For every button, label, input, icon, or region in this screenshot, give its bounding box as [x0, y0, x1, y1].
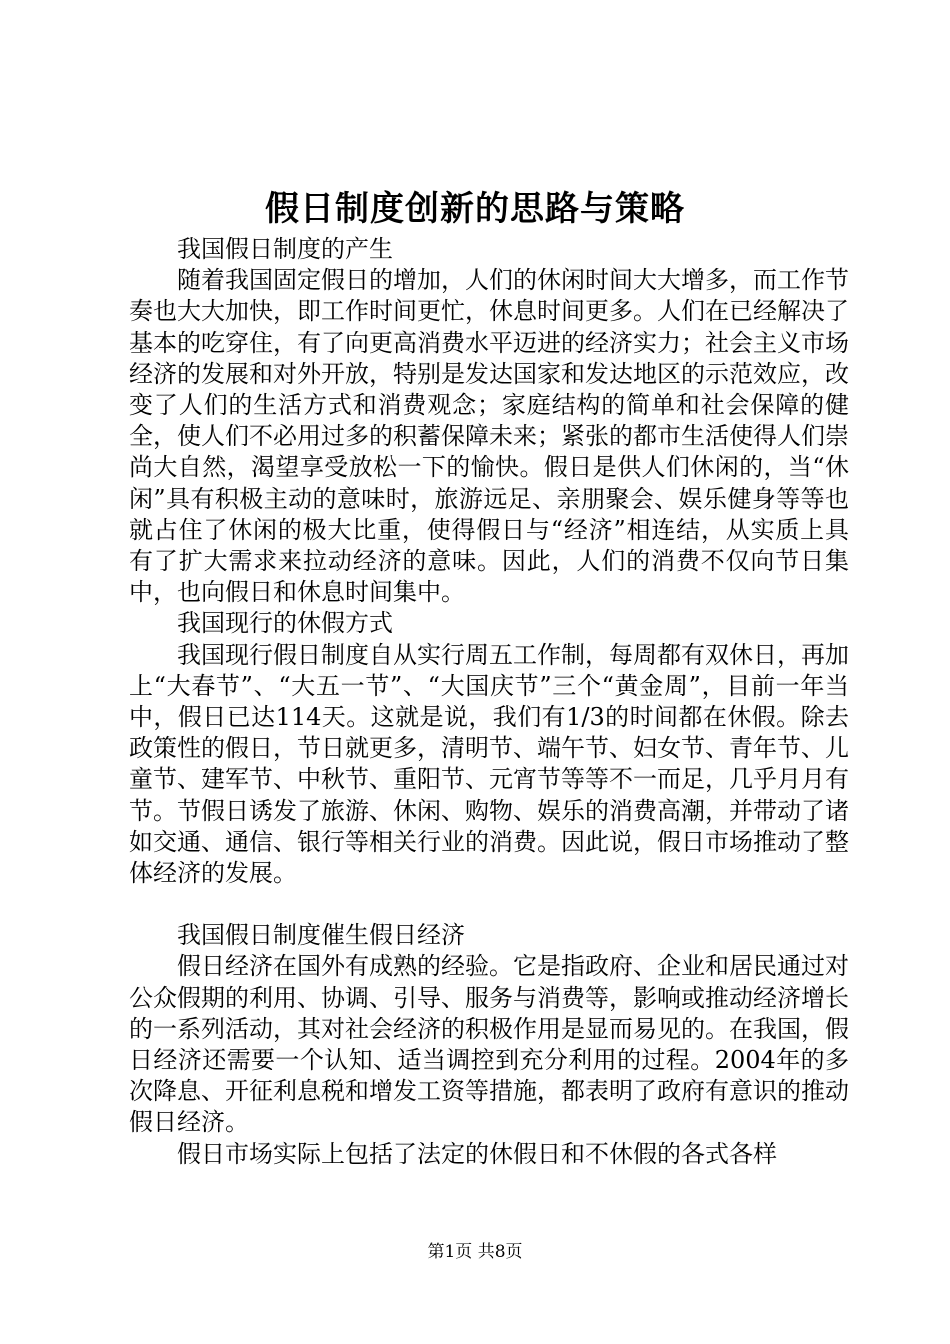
body-paragraph: 假日市场实际上包括了法定的休假日和不休假的各式各样: [177, 1139, 777, 1168]
document-body: [129, 234, 849, 1170]
document-title: 假日制度创新的思路与策略: [265, 189, 685, 229]
body-paragraph: 假日经济在国外有成熟的经验。它是指政府、企业和居民通过对公众假期的利用、协调、引导、服务与消费等，影响或推动经济增长的一系列活动，其对社会经济的积极作用是显而易见的。在我国，假日经济还需要一个认知、适当调控到充分利用的过程。2004年的多次降息、开征利息税和增发工资等措施，都表明了政府有意识的推动假日经济。: [129, 952, 849, 1137]
body-paragraph: 随着我国固定假日的增加，人们的休闲时间大大增多，而工作节奏也大大加快，即工作时间更忙，休息时间更多。人们在已经解决了基本的吃穿住，有了向更高消费水平迈进的经济实力；社会主义市场经济的发展和对外开放，特别是发达国家和发达地区的示范效应，改变了人们的生活方式和消费观念；家庭结构的简单和社会保障的健全，使人们不必用过多的积蓄保障未来；紧张的都市生活使得人们崇尚大自然，渴望享受放松一下的愉快。假日是供人们休闲的，当“休闲”具有积极主动的意味时，旅游远足、亲朋聚会、娱乐健身等等也就占住了休闲的极大比重，使得假日与“经济”相连结，从实质上具有了扩大需求来拉动经济的意味。因此，人们的消费不仅向节日集中，也向假日和休息时间集中。: [129, 266, 849, 607]
section-heading: 我国假日制度的产生: [177, 235, 393, 263]
section-heading: 我国现行的休假方式: [177, 609, 393, 638]
page-footer: 第1页 共8页: [427, 1242, 523, 1262]
section-heading: 我国假日制度催生假日经济: [177, 921, 465, 950]
body-paragraph: 我国现行假日制度自从实行周五工作制，每周都有双休日，再加上“大春节”、“大五一节”、“大国庆节”三个“黄金周”，目前一年当中，假日已达114天。这就是说，我们有1/3的时间都在休假。除去政策性的假日，节日就更多，清明节、端午节、妇女节、青年节、儿童节、建军节、中秋节、重阳节、元宵节等等不一而足，几乎月月有节。节假日诱发了旅游、休闲、购物、娱乐的消费高潮，并带动了诸如交通、通信、银行等相关行业的消费。因此说，假日市场推动了整体经济的发展。: [129, 640, 849, 888]
